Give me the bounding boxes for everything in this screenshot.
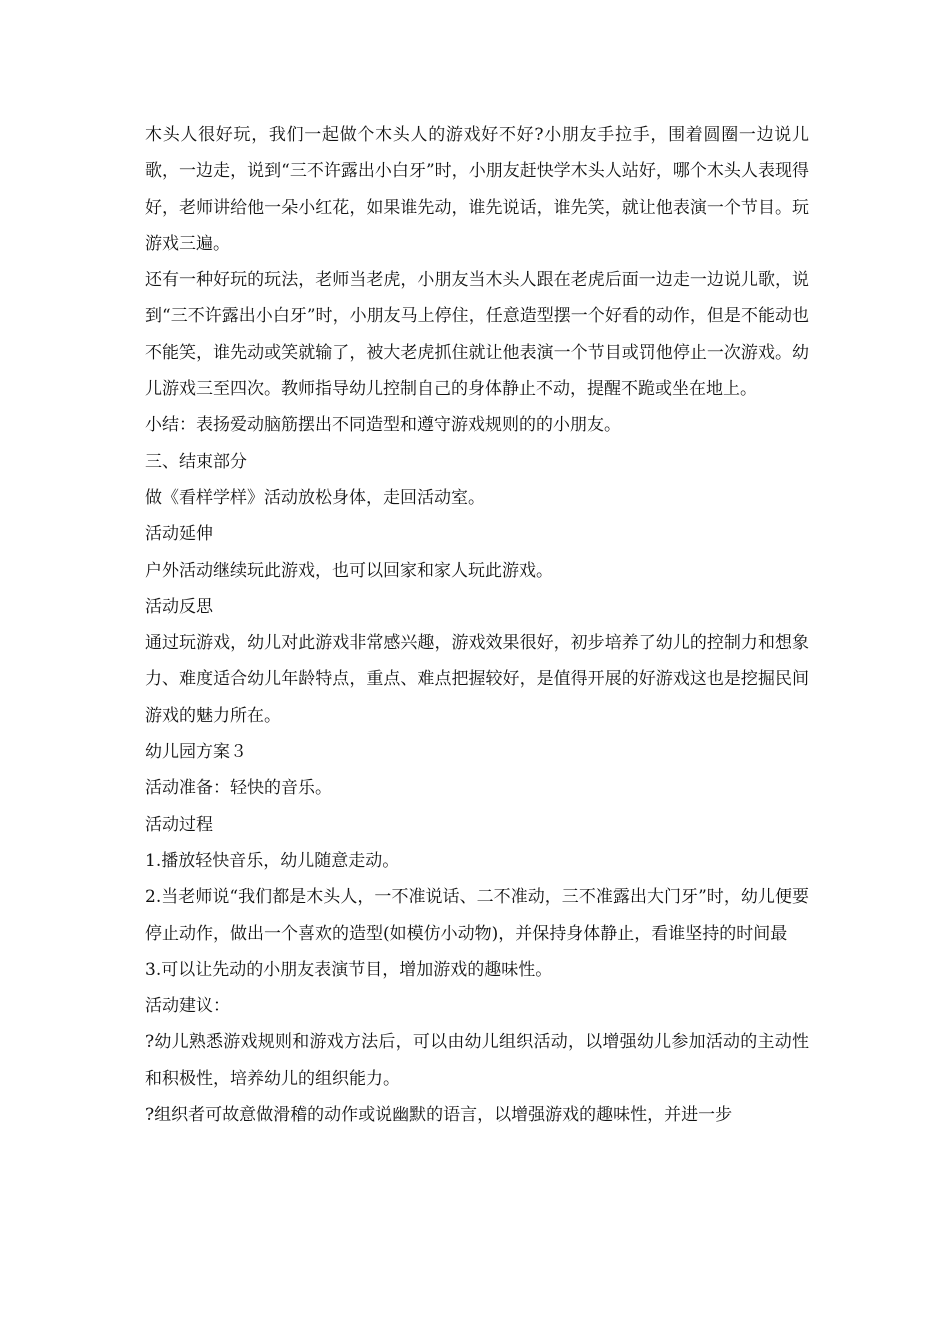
paragraph-preparation: 活动准备：轻快的音乐。 <box>145 778 332 799</box>
heading-activity-extension: 活动延伸 <box>145 524 213 545</box>
list-item-suggestion-1: ?幼儿熟悉游戏规则和游戏方法后，可以由幼儿组织活动，以增强幼儿参加活动的主动性和积极性，培养幼儿的组织能力。 <box>145 1032 809 1089</box>
heading-ending-section: 三、结束部分 <box>145 451 247 472</box>
list-item-suggestion-2: ?组织者可故意做滑稽的动作或说幽默的语言，以增强游戏的趣味性，并进一步 <box>145 1105 733 1126</box>
list-item-step-3: 3.可以让先动的小朋友表演节目，增加游戏的趣味性。 <box>145 959 553 980</box>
list-item-step-2: 2.当老师说“我们都是木头人，一不准说话、二不准动，三不准露出大门牙”时，幼儿便要停止动作，做出一个喜欢的造型(如模仿小动物)，并保持身体静止，看谁坚持的时间最 <box>145 887 809 944</box>
heading-activity-process: 活动过程 <box>145 814 213 835</box>
paragraph-ending-activity: 做《看样学样》活动放松身体，走回活动室。 <box>145 487 485 508</box>
heading-activity-suggestions: 活动建议： <box>145 996 230 1017</box>
paragraph-activity-reflection: 通过玩游戏，幼儿对此游戏非常感兴趣，游戏效果很好，初步培养了幼儿的控制力和想象力、难度适合幼儿年龄特点，重点、难点把握较好，是值得开展的好游戏这也是挖掘民间游戏的魅力所在。 <box>145 633 809 726</box>
paragraph-summary: 小结：表扬爱动脑筋摆出不同造型和遵守游戏规则的的小朋友。 <box>145 415 621 436</box>
document-body <box>145 117 809 1133</box>
list-item-step-1: 1.播放轻快音乐，幼儿随意走动。 <box>145 850 400 871</box>
paragraph-game-intro: 木头人很好玩，我们一起做个木头人的游戏好不好?小朋友手拉手，围着圆圈一边说儿歌，一边走，说到“三不许露出小白牙”时，小朋友赶快学木头人站好，哪个木头人表现得好，老师讲给他一朵小红花，如果谁先动，谁先说话，谁先笑，就让他表演一个节目。玩游戏三遍。 <box>145 125 809 254</box>
paragraph-tiger-variant: 还有一种好玩的玩法，老师当老虎，小朋友当木头人跟在老虎后面一边走一边说儿歌，说到“三不许露出小白牙”时，小朋友马上停住，任意造型摆一个好看的动作，但是不能动也不能笑，谁先动或笑就输了，被大老虎抓住就让他表演一个节目或罚他停止一次游戏。幼儿游戏三至四次。教师指导幼儿控制自己的身体静止不动，提醒不跪或坐在地上。 <box>145 270 809 400</box>
heading-plan-3: 幼儿园方案３ <box>145 742 247 763</box>
paragraph-activity-extension: 户外活动继续玩此游戏，也可以回家和家人玩此游戏。 <box>145 560 553 581</box>
heading-activity-reflection: 活动反思 <box>145 596 213 617</box>
